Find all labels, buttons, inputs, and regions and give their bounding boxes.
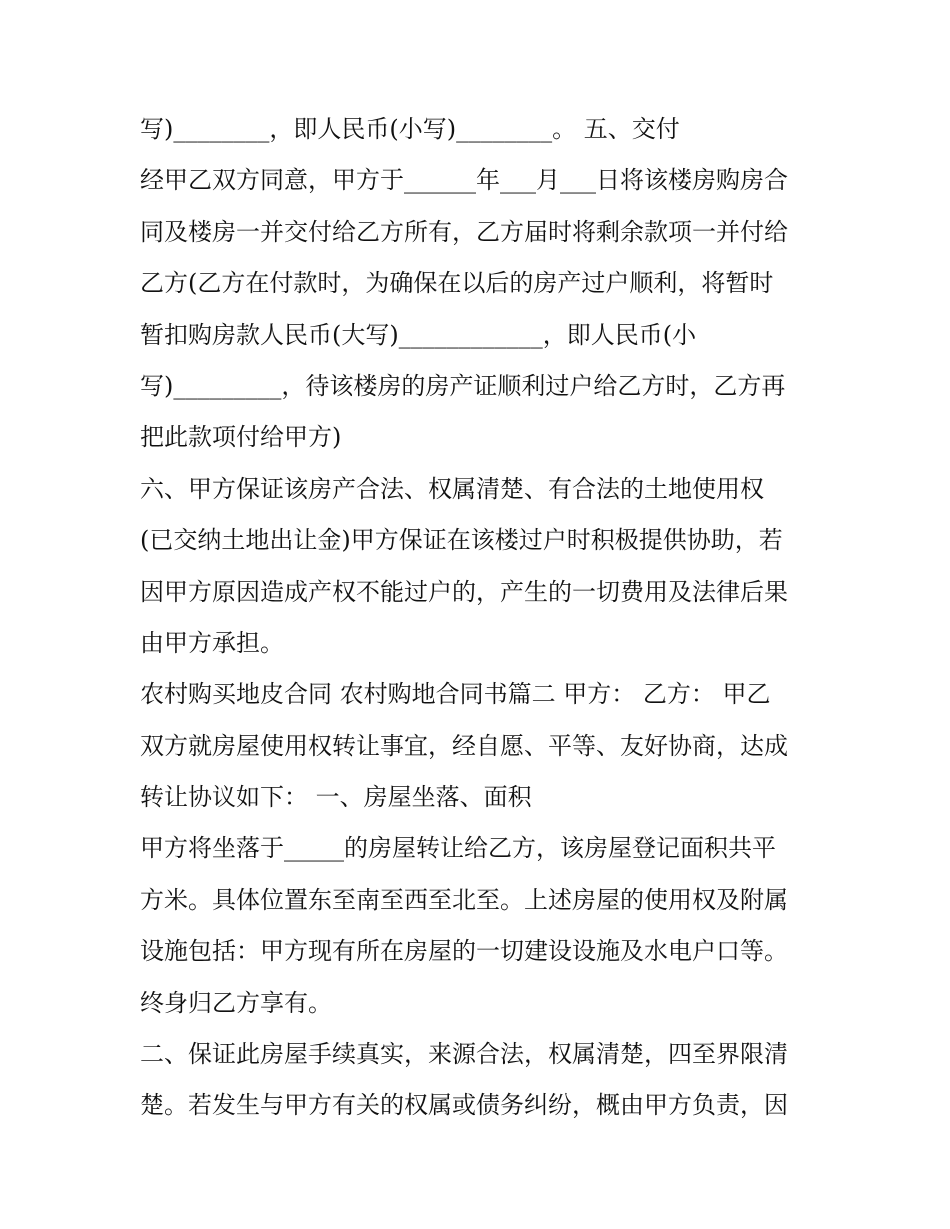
chapter-two-heading-line: 农村购买地皮合同 农村购地合同书篇二 甲方： 乙方： 甲乙 xyxy=(140,680,771,709)
contract-text xyxy=(140,104,820,1132)
text-line: 转让协议如下： 一、房屋坐落、面积 xyxy=(140,783,532,812)
text-line: 写)_________，待该楼房的房产证顺利过户给乙方时，乙方再 xyxy=(140,371,786,400)
text-line: 楚。若发生与甲方有关的权属或债务纠纷，概由甲方负责，因 xyxy=(140,1091,788,1120)
text-line: 方米。具体位置东至南至西至北至。上述房屋的使用权及附属 xyxy=(140,885,788,914)
text-line: 终身归乙方享有。 xyxy=(140,988,332,1017)
text-line: 同及楼房一并交付给乙方所有，乙方届时将剩余款项一并付给 xyxy=(140,217,788,246)
text-line: 双方就房屋使用权转让事宜，经自愿、平等、友好协商，达成 xyxy=(140,731,788,760)
text-line: 设施包括：甲方现有所在房屋的一切建设设施及水电户口等。 xyxy=(140,937,788,966)
text-line: 甲方将坐落于_____的房屋转让给乙方，该房屋登记面积共平 xyxy=(140,834,776,863)
section-six-line: 六、甲方保证该房产合法、权属清楚、有合法的土地使用权 xyxy=(140,474,764,503)
text-line: 写)________，即人民币(小写)________。 五、交付 xyxy=(140,115,680,143)
text-line: (已交纳土地出让金)甲方保证在该楼过户时积极提供协助，若 xyxy=(140,526,783,555)
text-line: 把此款项付给甲方) xyxy=(140,423,342,452)
text-line: 因甲方原因造成产权不能过户的，产生的一切费用及法律后果 xyxy=(140,577,788,606)
text-line: 经甲乙双方同意，甲方于______年___月___日将该楼房购房合 xyxy=(140,166,788,195)
text-line: 暂扣购房款人民币(大写)____________，即人民币(小 xyxy=(140,320,697,349)
text-line: 由甲方承担。 xyxy=(140,628,284,657)
text-line: 乙方(乙方在付款时，为确保在以后的房产过户顺利，将暂时 xyxy=(140,269,774,298)
section-two-line: 二、保证此房屋手续真实，来源合法，权属清楚，四至界限清 xyxy=(140,1040,788,1069)
